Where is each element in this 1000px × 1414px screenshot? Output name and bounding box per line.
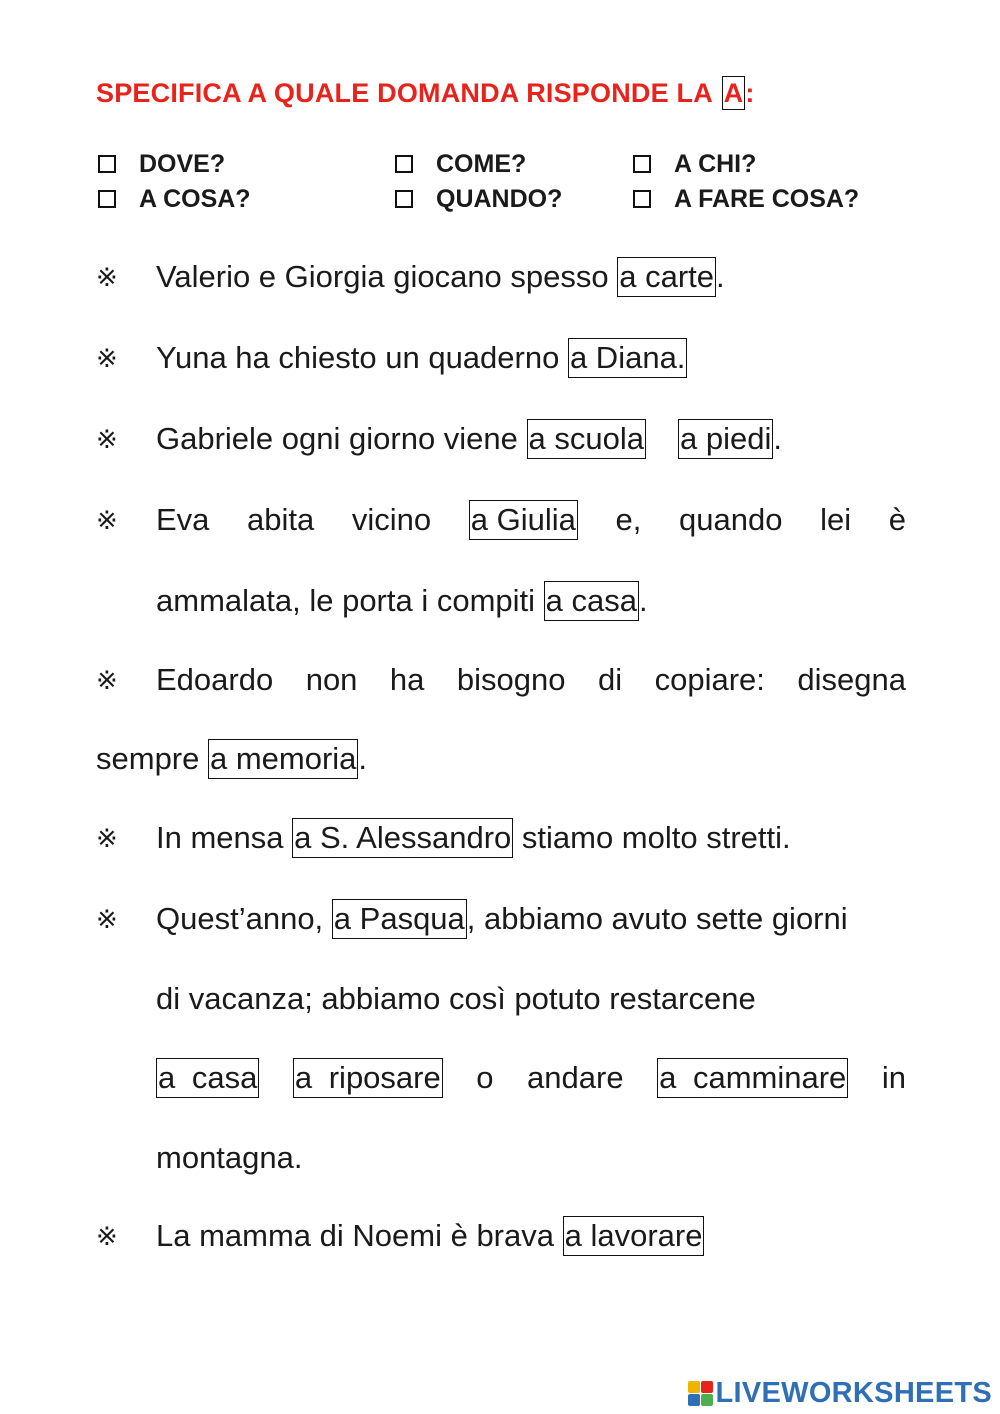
sentence-2: Yuna ha chiesto un quaderno a Diana.	[156, 338, 687, 378]
liveworksheets-logo-icon	[688, 1381, 713, 1406]
liveworksheets-logo	[688, 1378, 993, 1408]
answer-box[interactable]: a scuola	[527, 419, 646, 459]
sentence-1: Valerio e Giorgia giocano spesso a carte.	[156, 257, 725, 297]
sentence-7-line-2: di vacanza; abbiamo così potuto restarcene	[156, 981, 756, 1016]
checkbox-icon[interactable]	[98, 190, 116, 208]
sentence-8: La mamma di Noemi è brava a lavorare	[156, 1216, 704, 1256]
option-quando[interactable]: QUANDO?	[395, 185, 562, 214]
option-a-fare-cosa[interactable]: A FARE COSA?	[633, 185, 859, 214]
sentence-4-line-1: Eva abita vicino a Giulia e, quando lei è	[156, 500, 906, 540]
worksheet-title	[96, 76, 755, 110]
answer-box[interactable]: a Pasqua	[332, 899, 467, 939]
answer-box[interactable]: a casa	[544, 581, 639, 621]
sentence-7-line-4: montagna.	[156, 1140, 303, 1175]
sentence-6: In mensa a S. Alessandro stiamo molto stretti.	[156, 818, 791, 858]
sentence-4-line-2: ammalata, le porta i compiti a casa.	[156, 581, 648, 621]
checkbox-icon[interactable]	[395, 155, 413, 173]
sentence-7-line-1: Quest’anno, a Pasqua, abbiamo avuto sette giorni	[156, 899, 848, 939]
title-text: SPECIFICA A QUALE DOMANDA RISPONDE LA	[96, 78, 720, 108]
option-dove[interactable]: DOVE?	[98, 150, 225, 179]
bullet-icon: ※	[96, 505, 118, 535]
option-a-cosa[interactable]: A COSA?	[98, 185, 251, 214]
sentence-3: Gabriele ogni giorno viene a scuola a piedi.	[156, 419, 782, 459]
title-colon: :	[745, 78, 755, 108]
bullet-icon: ※	[96, 262, 118, 292]
sentence-7-line-3: a casa a riposare o andare a camminare in	[156, 1058, 906, 1098]
title-boxed-a: A	[723, 78, 744, 108]
option-a-chi[interactable]: A CHI?	[633, 150, 756, 179]
answer-box[interactable]: a piedi	[678, 419, 773, 459]
bullet-icon: ※	[96, 1221, 118, 1251]
bullet-icon: ※	[96, 823, 118, 853]
answer-box[interactable]: a memoria	[208, 739, 358, 779]
bullet-icon: ※	[96, 343, 118, 373]
checkbox-icon[interactable]	[98, 155, 116, 173]
sentence-5-line-2: sempre a memoria.	[96, 739, 367, 779]
checkbox-icon[interactable]	[633, 190, 651, 208]
answer-box[interactable]: a Diana.	[568, 338, 687, 378]
checkbox-icon[interactable]	[633, 155, 651, 173]
answer-box[interactable]: a riposare	[293, 1058, 443, 1098]
bullet-icon: ※	[96, 424, 118, 454]
answer-box[interactable]: a camminare	[657, 1058, 848, 1098]
answer-box[interactable]: a carte	[617, 257, 716, 297]
logo-text: LIVEWORKSHEETS	[715, 1376, 992, 1409]
answer-box[interactable]: a Giulia	[469, 500, 578, 540]
checkbox-icon[interactable]	[395, 190, 413, 208]
option-come[interactable]: COME?	[395, 150, 526, 179]
bullet-icon: ※	[96, 904, 118, 934]
sentence-5-line-1: Edoardo non ha bisogno di copiare: disegna	[156, 662, 906, 697]
bullet-icon: ※	[96, 665, 118, 695]
answer-box[interactable]: a casa	[156, 1058, 259, 1098]
answer-box[interactable]: a S. Alessandro	[292, 818, 513, 858]
answer-box[interactable]: a lavorare	[563, 1216, 705, 1256]
